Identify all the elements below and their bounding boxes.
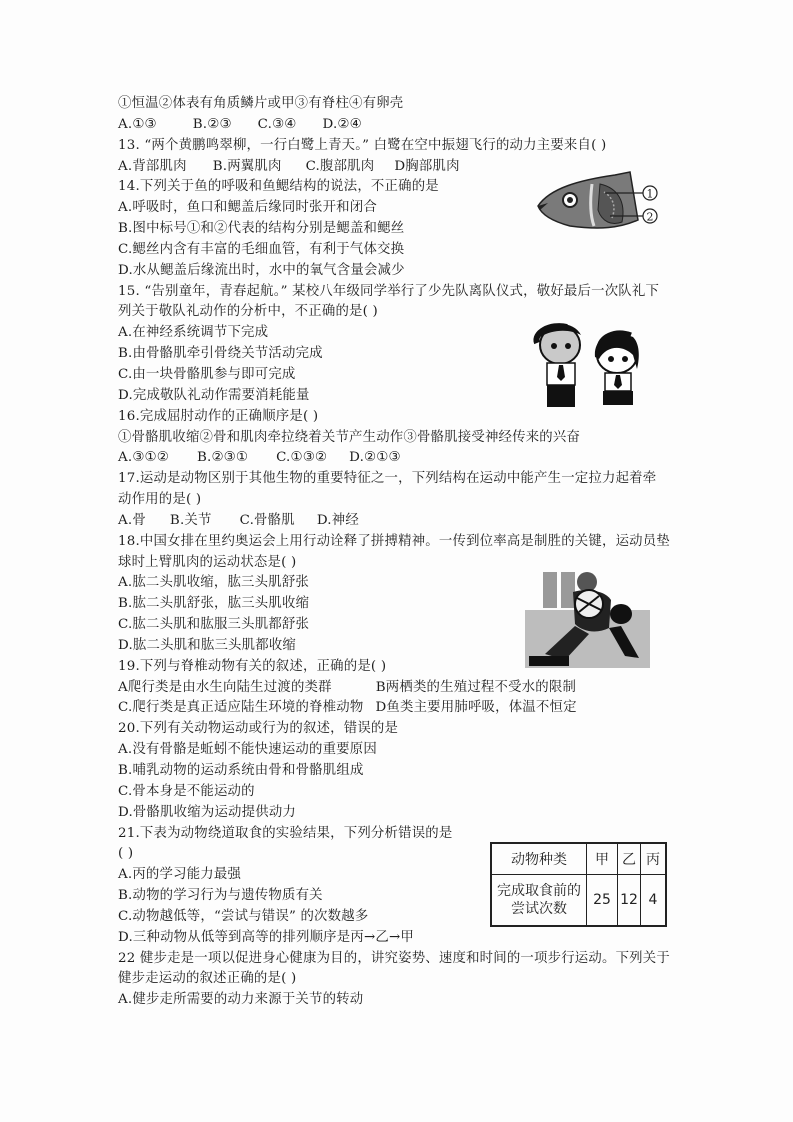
text-line: B.肱二头肌舒张，肱三头肌收缩 (118, 596, 310, 612)
table-header-row (491, 843, 666, 875)
answer-option: B.②③① (196, 450, 249, 466)
text-line: 列关于敬队礼动作的分析中，不正确的是( ) (118, 304, 378, 320)
text-line: A.没有骨骼是蚯蚓不能快速运动的重要原因 (118, 742, 377, 758)
text-line: 健步走运动的叙述正确的是( ) (118, 971, 297, 987)
table-cell: 12 (618, 875, 641, 927)
text-line: D.骨骼肌收缩为运动提供动力 (118, 804, 297, 820)
row-label-line: 尝试次数 (511, 901, 567, 917)
answer-option: A.①③ (118, 116, 157, 132)
text-line: D.水从鳃盖后缘流出时，水中的氧气含量会减少 (118, 262, 405, 278)
text-line: 17.运动是动物区别于其他生物的重要特征之一，下列结构在运动中能产生一定拉力起着牵 (118, 471, 657, 487)
option-line (118, 678, 678, 699)
option-line (118, 698, 678, 719)
text-line: 13. “两个黄鹏鸣翠柳，一行白鹭上青天。” 白鹭在空中振翅飞行的动力主要来自( ) (118, 137, 607, 153)
text-line: 16.完成屈肘动作的正确顺序是( ) (118, 408, 319, 424)
answer-option: B.②③ (192, 116, 232, 132)
text-line: B.哺乳动物的运动系统由骨和骨骼肌组成 (118, 763, 364, 778)
answer-option: B.关节 (169, 512, 212, 528)
text-line: 20.下列有关动物运动或行为的叙述，错误的是 (118, 721, 399, 737)
answer-option: A.骨 (118, 512, 146, 528)
text-line: A.呼吸时，鱼口和鳃盖后缘同时张开和闭合 (118, 200, 377, 216)
salute-children-figure (515, 315, 665, 410)
text-line: 21.下表为动物绕道取食的实验结果，下列分析错误的是 (118, 825, 453, 841)
answer-option: D鱼类主要用肺呼吸，体温不恒定 (375, 700, 577, 716)
text-line: 14.下列关于鱼的呼吸和鱼鳃结构的说法，不正确的是 (118, 179, 439, 195)
text-line: B.由骨骼肌牵引骨绕关节活动完成 (118, 346, 323, 362)
children-saluting-icon (515, 315, 665, 410)
table-cell: 25 (587, 875, 618, 927)
text-line: 22 健步走是一项以促进身心健康为目的，讲究姿势、速度和时间的一项步行运动。下列关于 (118, 950, 670, 966)
table-header-col: 乙 (618, 843, 641, 875)
table-cell: 4 (641, 875, 667, 927)
volleyball-player-icon (525, 568, 650, 668)
answer-option: A.③①② (118, 450, 169, 466)
answer-option: B两栖类的生殖过程不受水的限制 (375, 679, 577, 695)
answer-option: C.①③② (276, 450, 328, 466)
table-header-label: 动物种类 (491, 843, 587, 875)
fish-head-icon (530, 170, 680, 235)
answer-option: A爬行类是由水生向陆生过渡的类群 (118, 679, 332, 695)
row-label-line: 完成取食前的 (497, 883, 581, 899)
text-line: 18.中国女排在里约奥运会上用行动诠释了拼搏精神。一传到位率高是制胜的关键，运动员垫 (118, 533, 670, 549)
text-line: 15. “告别童年，青春起航。” 某校八年级同学举行了少先队离队仪式，敬好最后一次队礼下 (118, 283, 660, 299)
table-header-col: 甲 (587, 843, 618, 875)
table-row-label (491, 875, 587, 927)
answer-option: C.骨骼肌 (239, 512, 295, 528)
fish-label-2: 2 (646, 210, 654, 224)
answer-option: C.腹部肌肉 (305, 158, 375, 174)
volleyball-player-figure (525, 568, 650, 668)
text-line: ①骨骼肌收缩②骨和肌肉牵拉绕着关节产生动作③骨骼肌接受神经传来的兴奋 (118, 429, 581, 445)
table-row (491, 875, 666, 927)
text-line: D.肱二头肌和肱三头肌都收缩 (118, 637, 297, 653)
text-line: 动作用的是( ) (118, 492, 202, 508)
text-line: C.鳃丝内含有丰富的毛细血管，有利于气体交换 (118, 241, 405, 257)
option-line (118, 448, 678, 469)
text-line: A.肱二头肌收缩，肱三头肌舒张 (118, 575, 310, 591)
text-line: B.图中标号①和②代表的结构分别是鳃盖和鳃丝 (118, 221, 405, 237)
answer-option: C.爬行类是真正适应陆生环境的脊椎动物 (118, 700, 364, 716)
text-line: C.骨本身是不能运动的 (118, 783, 255, 799)
text-line: ①恒温②体表有角质鳞片或甲③有脊柱④有卵壳 (118, 96, 404, 111)
answer-option: D胸部肌肉 (394, 158, 460, 174)
answer-option: A.背部肌肉 (118, 158, 187, 174)
answer-option: B.两翼肌肉 (212, 158, 282, 174)
answer-option: D.神经 (316, 512, 359, 528)
text-line: A.丙的学习能力最强 (118, 867, 242, 883)
text-line: 球时上臂肌肉的运动状态是( ) (118, 554, 297, 570)
text-line: ( ) (118, 846, 134, 862)
text-line: D.完成敬队礼动作需要消耗能量 (118, 387, 310, 403)
animal-trial-table (490, 842, 667, 927)
text-line: D.三种动物从低等到高等的排列顺序是丙→乙→甲 (118, 929, 414, 945)
fish-label-1: 1 (646, 187, 654, 201)
text-line: A.健步走所需要的动力来源于关节的转动 (118, 992, 364, 1008)
option-line (118, 511, 678, 532)
answer-option: D.②④ (322, 116, 362, 132)
option-line (118, 115, 678, 136)
text-line: A.在神经系统调节下完成 (118, 325, 269, 341)
answer-option: C.③④ (257, 116, 297, 132)
text-line: C.由一块骨骼肌参与即可完成 (118, 366, 296, 382)
text-line: B.动物的学习行为与遗传物质有关 (118, 888, 323, 904)
fish-gill-figure (530, 170, 680, 235)
table-header-col: 丙 (641, 843, 667, 875)
text-line: C.动物越低等，“尝试与错误” 的次数越多 (118, 908, 369, 924)
text-line: 19.下列与脊椎动物有关的叙述，正确的是( ) (118, 658, 387, 674)
answer-option: D.②①③ (349, 450, 401, 466)
text-line: C.肱二头肌和肱服三头肌都舒张 (118, 617, 310, 633)
